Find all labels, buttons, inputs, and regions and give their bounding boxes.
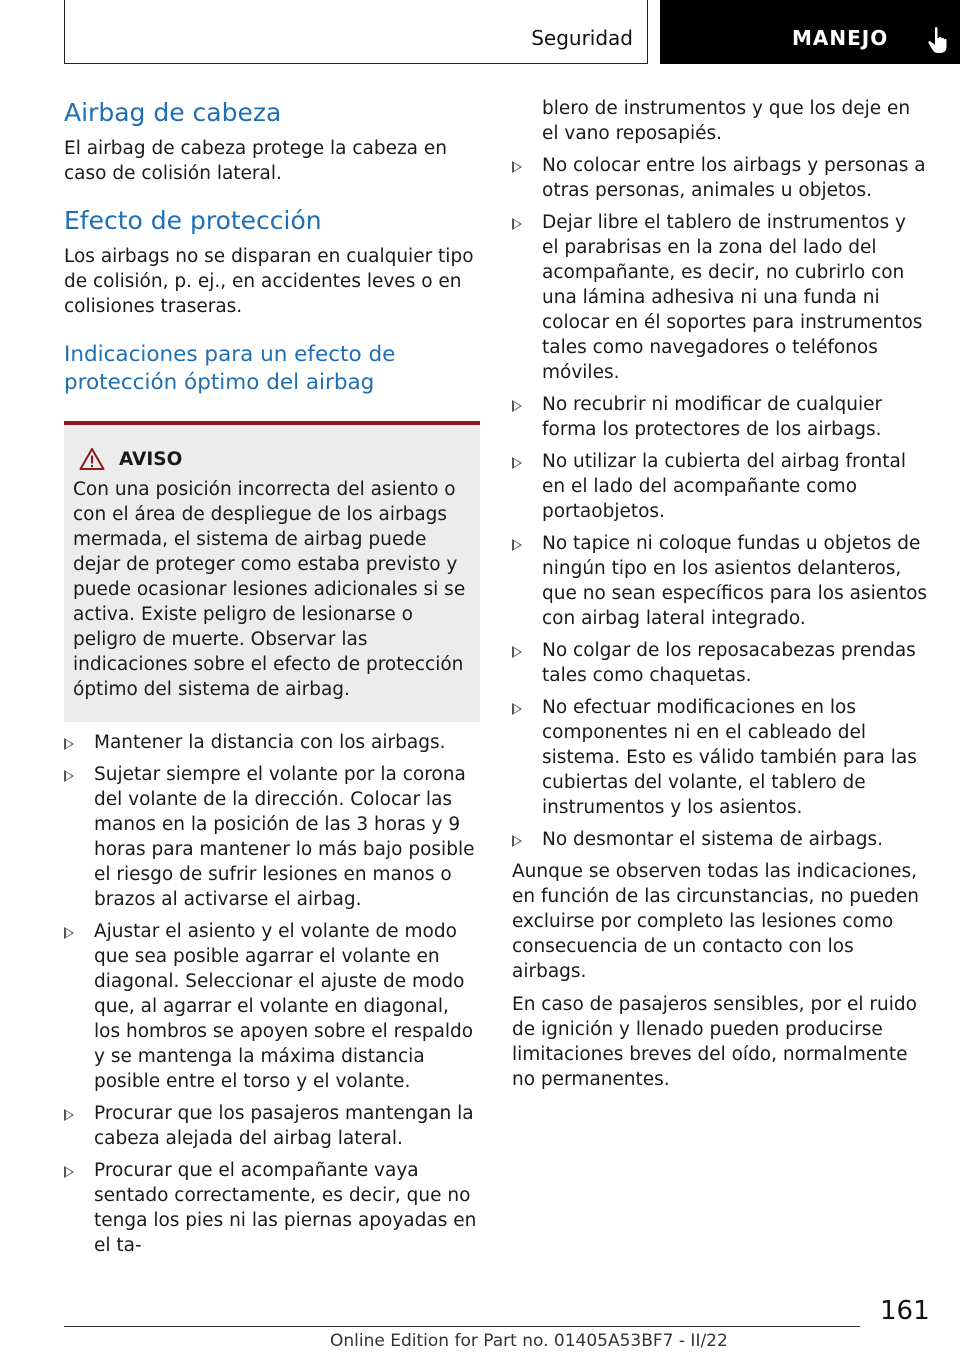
list-item: No utilizar la cubierta del airbag frontal en el lado del acompañante como portaobjetos. <box>512 449 928 524</box>
footer-edition: Online Edition for Part no. 01405A53BF7 - II/22 <box>330 1331 728 1351</box>
list-item: Mantener la distancia con los airbags. <box>64 730 480 755</box>
warning-header <box>73 447 471 471</box>
list-item: Dejar libre el tablero de instrumentos y el parabrisas en la zona del lado del acompañante, es decir, no cubrirlo con una lámina adhesiva ni una funda ni colocar en él soportes para instrumentos tales como navegadores o teléfonos móviles. <box>512 210 928 385</box>
bullet-marker-icon <box>64 770 74 782</box>
heading-airbag-cabeza: Airbag de cabeza <box>64 98 282 127</box>
header-section-box <box>64 0 648 64</box>
chapter-tab <box>660 0 960 64</box>
list-item: Sujetar siempre el volante por la corona del volante de la dirección. Colocar las manos en la posición de las 3 horas y 9 horas para mantener lo más bajo posible el riesgo de sufrir lesiones en manos o brazos al activarse el airbag. <box>64 762 480 912</box>
continuation-text: blero de instrumentos y que los deje en el vano reposapiés. <box>542 98 911 144</box>
bullet-marker-icon <box>64 1109 74 1121</box>
bullet-marker-icon <box>64 927 74 939</box>
chapter-title: MANEJO <box>792 26 889 50</box>
left-bullet-list <box>64 730 480 1258</box>
warning-triangle-icon <box>79 447 105 471</box>
right-bullet-list <box>512 153 928 852</box>
bullet-marker-icon <box>512 218 522 230</box>
paragraph-efecto-proteccion: Los airbags no se disparan en cualquier tipo de colisión, p. ej., en accidentes leves o en colisiones traseras. <box>64 246 474 317</box>
section-title: Seguridad <box>531 26 633 50</box>
paragraph-aunque: Aunque se observen todas las indicaciones, en función de las circunstancias, no pueden excluirse por completo las lesiones como consecuencia de un contacto con los airbags. <box>512 861 919 982</box>
paragraph-pasajeros: En caso de pasajeros sensibles, por el ruido de ignición y llenado pueden producirse limitaciones breves del oído, normalmente no permanentes. <box>512 994 917 1090</box>
list-item: No recubrir ni modificar de cualquier forma los protectores de los airbags. <box>512 392 928 442</box>
list-item: No colocar entre los airbags y personas a otras personas, animales u objetos. <box>512 153 928 203</box>
footer-divider <box>64 1326 860 1327</box>
heading-efecto-proteccion: Efecto de protección <box>64 206 322 235</box>
bullet-marker-icon <box>512 539 522 551</box>
list-item: Procurar que el acompañante vaya sentado correctamente, es decir, que no tenga los pies ni las piernas apoyadas en el ta- <box>64 1158 480 1258</box>
bullet-marker-icon <box>512 646 522 658</box>
list-item: No efectuar modificaciones en los componentes ni en el cableado del sistema. Esto es válido también para las cubiertas del volante, el tablero de instrumentos y los asientos. <box>512 695 928 820</box>
right-column <box>512 96 928 1092</box>
warning-text: Con una posición incorrecta del asiento o con el área de despliegue de los airbags mermada, el sistema de airbag puede dejar de proteger como estaba previsto y puede ocasionar lesiones adicionales si se activa. Existe peligro de lesionarse o peligro de muerte. Observar las indicaciones sobre el efecto de protección óptimo del sistema de airbag. <box>73 479 466 700</box>
list-item: No tapice ni coloque fundas u objetos de ningún tipo en los asientos delanteros, que no sean específicos para los asientos con airbag lateral integrado. <box>512 531 928 631</box>
page-number: 161 <box>880 1296 930 1326</box>
list-item: No desmontar el sistema de airbags. <box>512 827 928 852</box>
bullet-marker-icon <box>512 703 522 715</box>
heading-indicaciones: Indicaciones para un efecto de protección óptimo del airbag <box>64 342 396 395</box>
warning-box <box>64 421 480 722</box>
bullet-marker-icon <box>512 161 522 173</box>
warning-title: AVISO <box>119 448 183 470</box>
left-column <box>64 96 480 1265</box>
hand-pointer-icon <box>926 26 952 54</box>
bullet-marker-icon <box>512 457 522 469</box>
bullet-marker-icon <box>64 738 74 750</box>
bullet-marker-icon <box>64 1166 74 1178</box>
bullet-marker-icon <box>512 400 522 412</box>
list-item: Ajustar el asiento y el volante de modo que sea posible agarrar el volante en diagonal. Seleccionar el ajuste de modo que, al agarrar el volante en diagonal, los hombros se apoyen sobre el respaldo y se mantenga la máxima distancia posible entre el torso y el volante. <box>64 919 480 1094</box>
paragraph-airbag-cabeza: El airbag de cabeza protege la cabeza en caso de colisión lateral. <box>64 138 447 184</box>
list-item: Procurar que los pasajeros mantengan la cabeza alejada del airbag lateral. <box>64 1101 480 1151</box>
list-item: No colgar de los reposacabezas prendas tales como chaquetas. <box>512 638 928 688</box>
bullet-marker-icon <box>512 835 522 847</box>
